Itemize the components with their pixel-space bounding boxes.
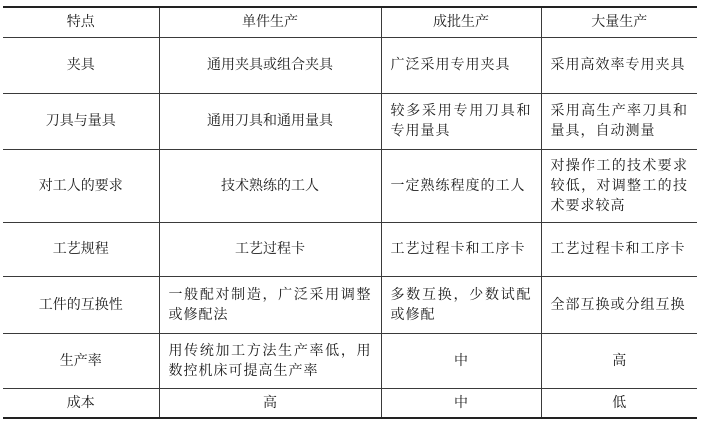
cell-batch: 广泛采用专用夹具 — [381, 37, 541, 93]
row-feature: 对工人的要求 — [3, 149, 159, 222]
header-batch-production: 成批生产 — [381, 7, 541, 37]
row-feature: 工件的互换性 — [3, 276, 159, 333]
header-mass-production: 大量生产 — [541, 7, 697, 37]
cell-single: 通用刀具和通用量具 — [159, 93, 381, 149]
table-row — [3, 37, 697, 93]
table-row — [3, 388, 697, 418]
table-row — [3, 222, 697, 276]
row-feature: 刀具与量具 — [3, 93, 159, 149]
row-feature: 成本 — [3, 388, 159, 418]
table-row — [3, 333, 697, 388]
cell-single: 用传统加工方法生产率低，用数控机床可提高生产率 — [159, 333, 381, 388]
cell-single: 工艺过程卡 — [159, 222, 381, 276]
cell-batch: 一定熟练程度的工人 — [381, 149, 541, 222]
header-row — [3, 7, 697, 37]
cell-mass: 低 — [541, 388, 697, 418]
cell-mass: 对操作工的技术要求较低，对调整工的技术要求较高 — [541, 149, 697, 222]
cell-mass: 采用高效率专用夹具 — [541, 37, 697, 93]
cell-batch: 中 — [381, 333, 541, 388]
cell-mass: 采用高生产率刀具和量具，自动测量 — [541, 93, 697, 149]
cell-single: 一般配对制造，广泛采用调整或修配法 — [159, 276, 381, 333]
cell-single: 高 — [159, 388, 381, 418]
cell-mass: 高 — [541, 333, 697, 388]
row-feature: 生产率 — [3, 333, 159, 388]
cell-batch: 工艺过程卡和工序卡 — [381, 222, 541, 276]
row-feature: 工艺规程 — [3, 222, 159, 276]
production-type-comparison-table — [3, 6, 697, 419]
table-row — [3, 276, 697, 333]
cell-batch: 多数互换，少数试配或修配 — [381, 276, 541, 333]
cell-single: 技术熟练的工人 — [159, 149, 381, 222]
row-feature: 夹具 — [3, 37, 159, 93]
cell-batch: 中 — [381, 388, 541, 418]
table-row — [3, 149, 697, 222]
header-single-production: 单件生产 — [159, 7, 381, 37]
cell-mass: 全部互换或分组互换 — [541, 276, 697, 333]
table-row — [3, 93, 697, 149]
header-feature: 特点 — [3, 7, 159, 37]
cell-batch: 较多采用专用刀具和专用量具 — [381, 93, 541, 149]
cell-mass: 工艺过程卡和工序卡 — [541, 222, 697, 276]
cell-single: 通用夹具或组合夹具 — [159, 37, 381, 93]
